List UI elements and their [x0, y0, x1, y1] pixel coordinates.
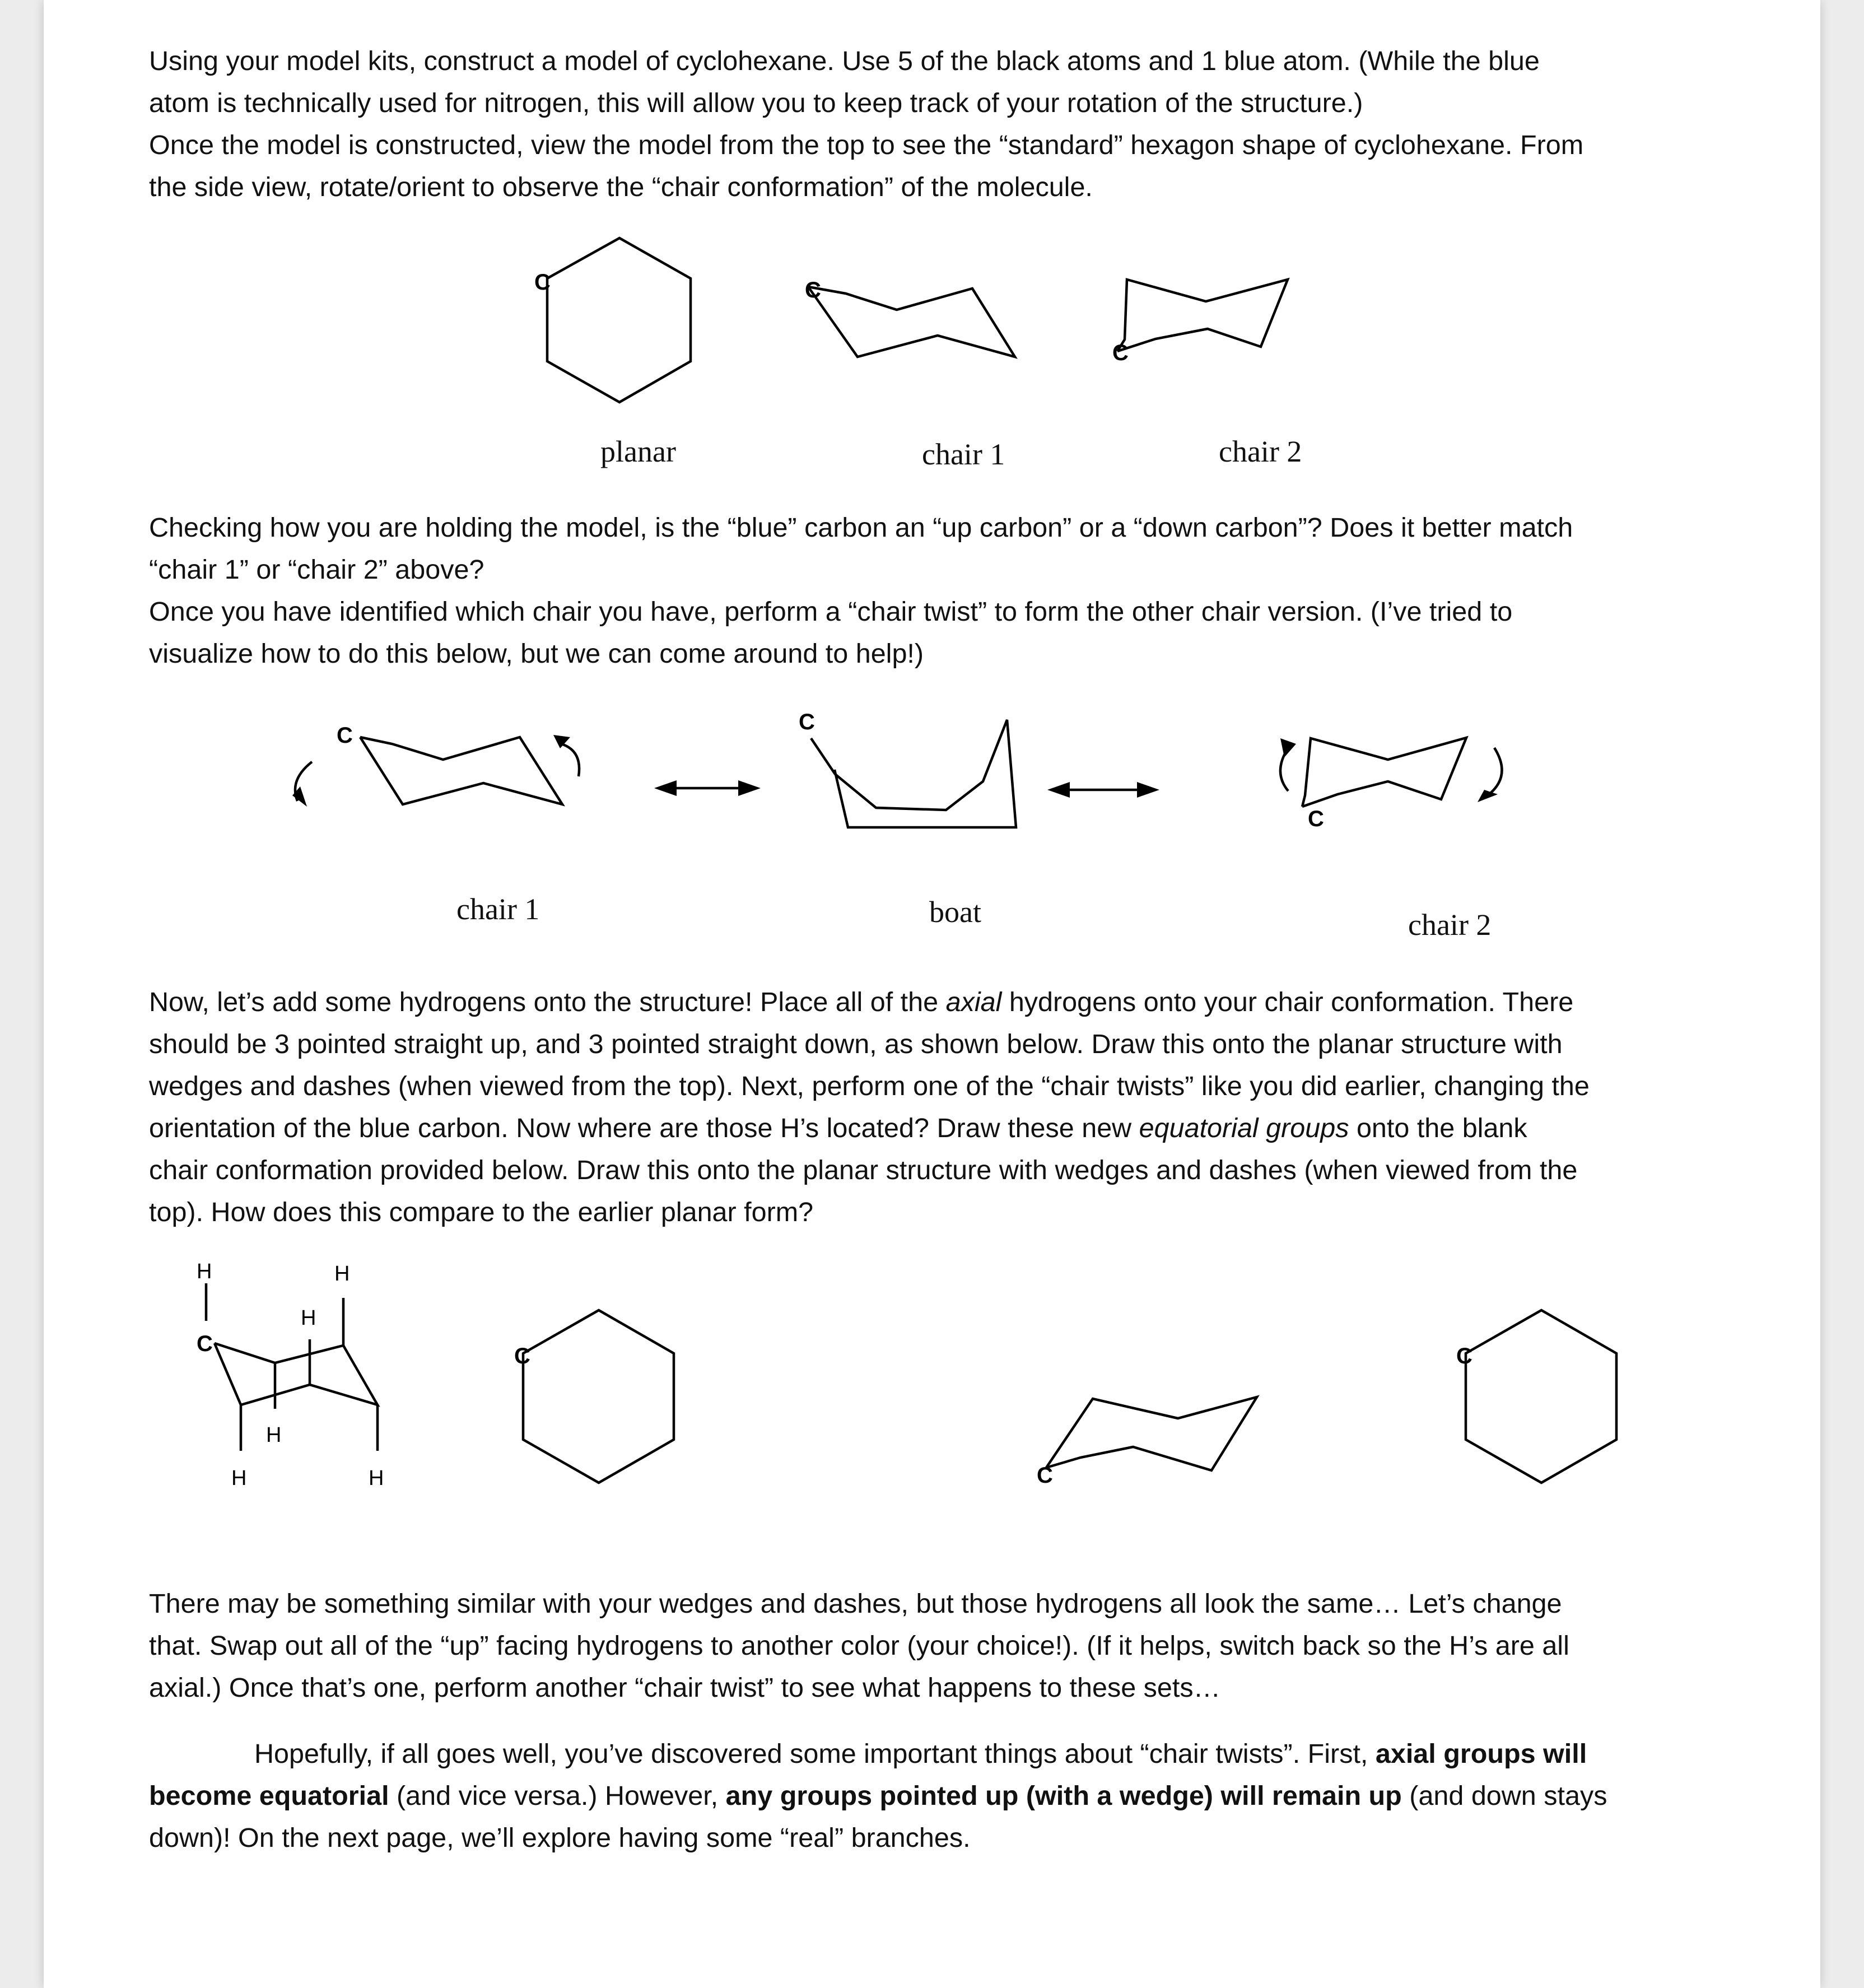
text-line: Using your model kits, construct a model of cyclohexane. Use 5 of the black atoms and 1 blue atom. (While the blue — [149, 46, 1540, 76]
atom-label-c: C — [514, 1344, 530, 1368]
text-line: visualize how to do this below, but we can come around to help!) — [149, 639, 924, 669]
twist-chair-2 — [1280, 738, 1502, 831]
conclusion-paragraph — [149, 1733, 1773, 1859]
text-line: top). How does this compare to the earlier planar form? — [149, 1197, 814, 1227]
twist-chair-1 — [292, 723, 579, 807]
blank-chair-structure — [1037, 1397, 1257, 1488]
boat-structure — [799, 710, 1016, 827]
atom-label-h: H — [301, 1306, 316, 1330]
atom-label-h: H — [266, 1423, 282, 1447]
blank-planar-hexagon-1 — [514, 1310, 674, 1483]
caption-chair-2: chair 2 — [1408, 908, 1492, 942]
atom-label-c: C — [1456, 1344, 1472, 1368]
atom-label-h: H — [369, 1466, 384, 1490]
curved-arrow-right — [561, 744, 579, 776]
text-line: axial.) Once that’s one, perform another “chair twist” to see what happens to these sets… — [149, 1673, 1221, 1703]
question-paragraph — [149, 507, 1773, 675]
atom-label-h: H — [334, 1262, 350, 1286]
text-line: the side view, rotate/orient to observe the “chair conformation” of the molecule. — [149, 172, 1093, 202]
atom-label-c: C — [337, 723, 353, 748]
text-line: Hopefully, if all goes well, you’ve discovered some important things about “chair twists”. First, axial groups will — [254, 1739, 1587, 1769]
planar-hexagon — [534, 238, 691, 402]
hydrogen-paragraph — [149, 981, 1773, 1233]
text-line: chair conformation provided below. Draw this onto the planar structure with wedges and dashes (when viewed from the — [149, 1155, 1578, 1185]
atom-label-c: C — [1112, 341, 1129, 365]
text-line: wedges and dashes (when viewed from the top). Next, perform one of the “chair twists” like you did earlier, changing the — [149, 1071, 1590, 1101]
text-line: Now, let’s add some hydrogens onto the structure! Place all of the axial hydrogens onto your chair conformation. There — [149, 987, 1574, 1017]
curved-arrow-right — [1488, 748, 1502, 795]
text-line: There may be something similar with your wedges and dashes, but those hydrogens all look the same… Let’s change — [149, 1589, 1562, 1619]
atom-label-c: C — [1308, 807, 1324, 831]
caption-chair-2: chair 2 — [1219, 435, 1302, 468]
atom-label-h: H — [231, 1466, 247, 1490]
text-line: orientation of the blue carbon. Now where are those H’s located? Draw these new equatorial groups onto the blank — [149, 1113, 1527, 1143]
text-line: Once the model is constructed, view the model from the top to see the “standard” hexagon shape of cyclohexane. From — [149, 130, 1584, 160]
caption-boat: boat — [929, 895, 981, 929]
text-line: “chair 1” or “chair 2” above? — [149, 555, 484, 585]
caption-chair-1: chair 1 — [456, 892, 540, 926]
atom-label-c: C — [1037, 1463, 1053, 1488]
atom-label-c: C — [197, 1331, 213, 1356]
text-line: Once you have identified which chair you have, perform a “chair twist” to form the other chair version. (I’ve tried to — [149, 597, 1513, 627]
text-line: Checking how you are holding the model, is the “blue” carbon an “up carbon” or a “down carbon”? Does it better match — [149, 513, 1573, 543]
emphasis-equatorial: equatorial groups — [1139, 1113, 1349, 1143]
atom-label-c: C — [534, 270, 551, 295]
caption-planar: planar — [600, 435, 676, 468]
color-swap-paragraph — [149, 1583, 1773, 1709]
atom-label-h: H — [197, 1260, 212, 1283]
text-line: that. Swap out all of the “up” facing hydrogens to another color (your choice!). (If it helps, switch back so the H’s are all — [149, 1631, 1569, 1661]
equilibrium-arrow-1 — [654, 780, 761, 796]
axial-h-chair — [197, 1260, 384, 1490]
blank-planar-hexagon-2 — [1456, 1310, 1616, 1483]
text-line: become equatorial (and vice versa.) However, any groups pointed up (with a wedge) will remain up (and down stays — [149, 1781, 1607, 1811]
atom-label-c: C — [799, 710, 815, 734]
emphasis-axial: axial — [945, 987, 1002, 1017]
caption-chair-1: chair 1 — [922, 437, 1005, 471]
equilibrium-arrow-2 — [1047, 782, 1159, 798]
document-page — [44, 0, 1820, 1988]
text-line: down)! On the next page, we’ll explore having some “real” branches. — [149, 1823, 971, 1853]
atom-label-c: C — [805, 278, 821, 302]
text-line: should be 3 pointed straight up, and 3 pointed straight down, as shown below. Draw this onto the planar structure with — [149, 1029, 1563, 1059]
text-line: atom is technically used for nitrogen, this will allow you to keep track of your rotation of the structure.) — [149, 88, 1363, 118]
chair-1-structure — [805, 278, 1015, 357]
chair-2-structure — [1112, 280, 1288, 365]
